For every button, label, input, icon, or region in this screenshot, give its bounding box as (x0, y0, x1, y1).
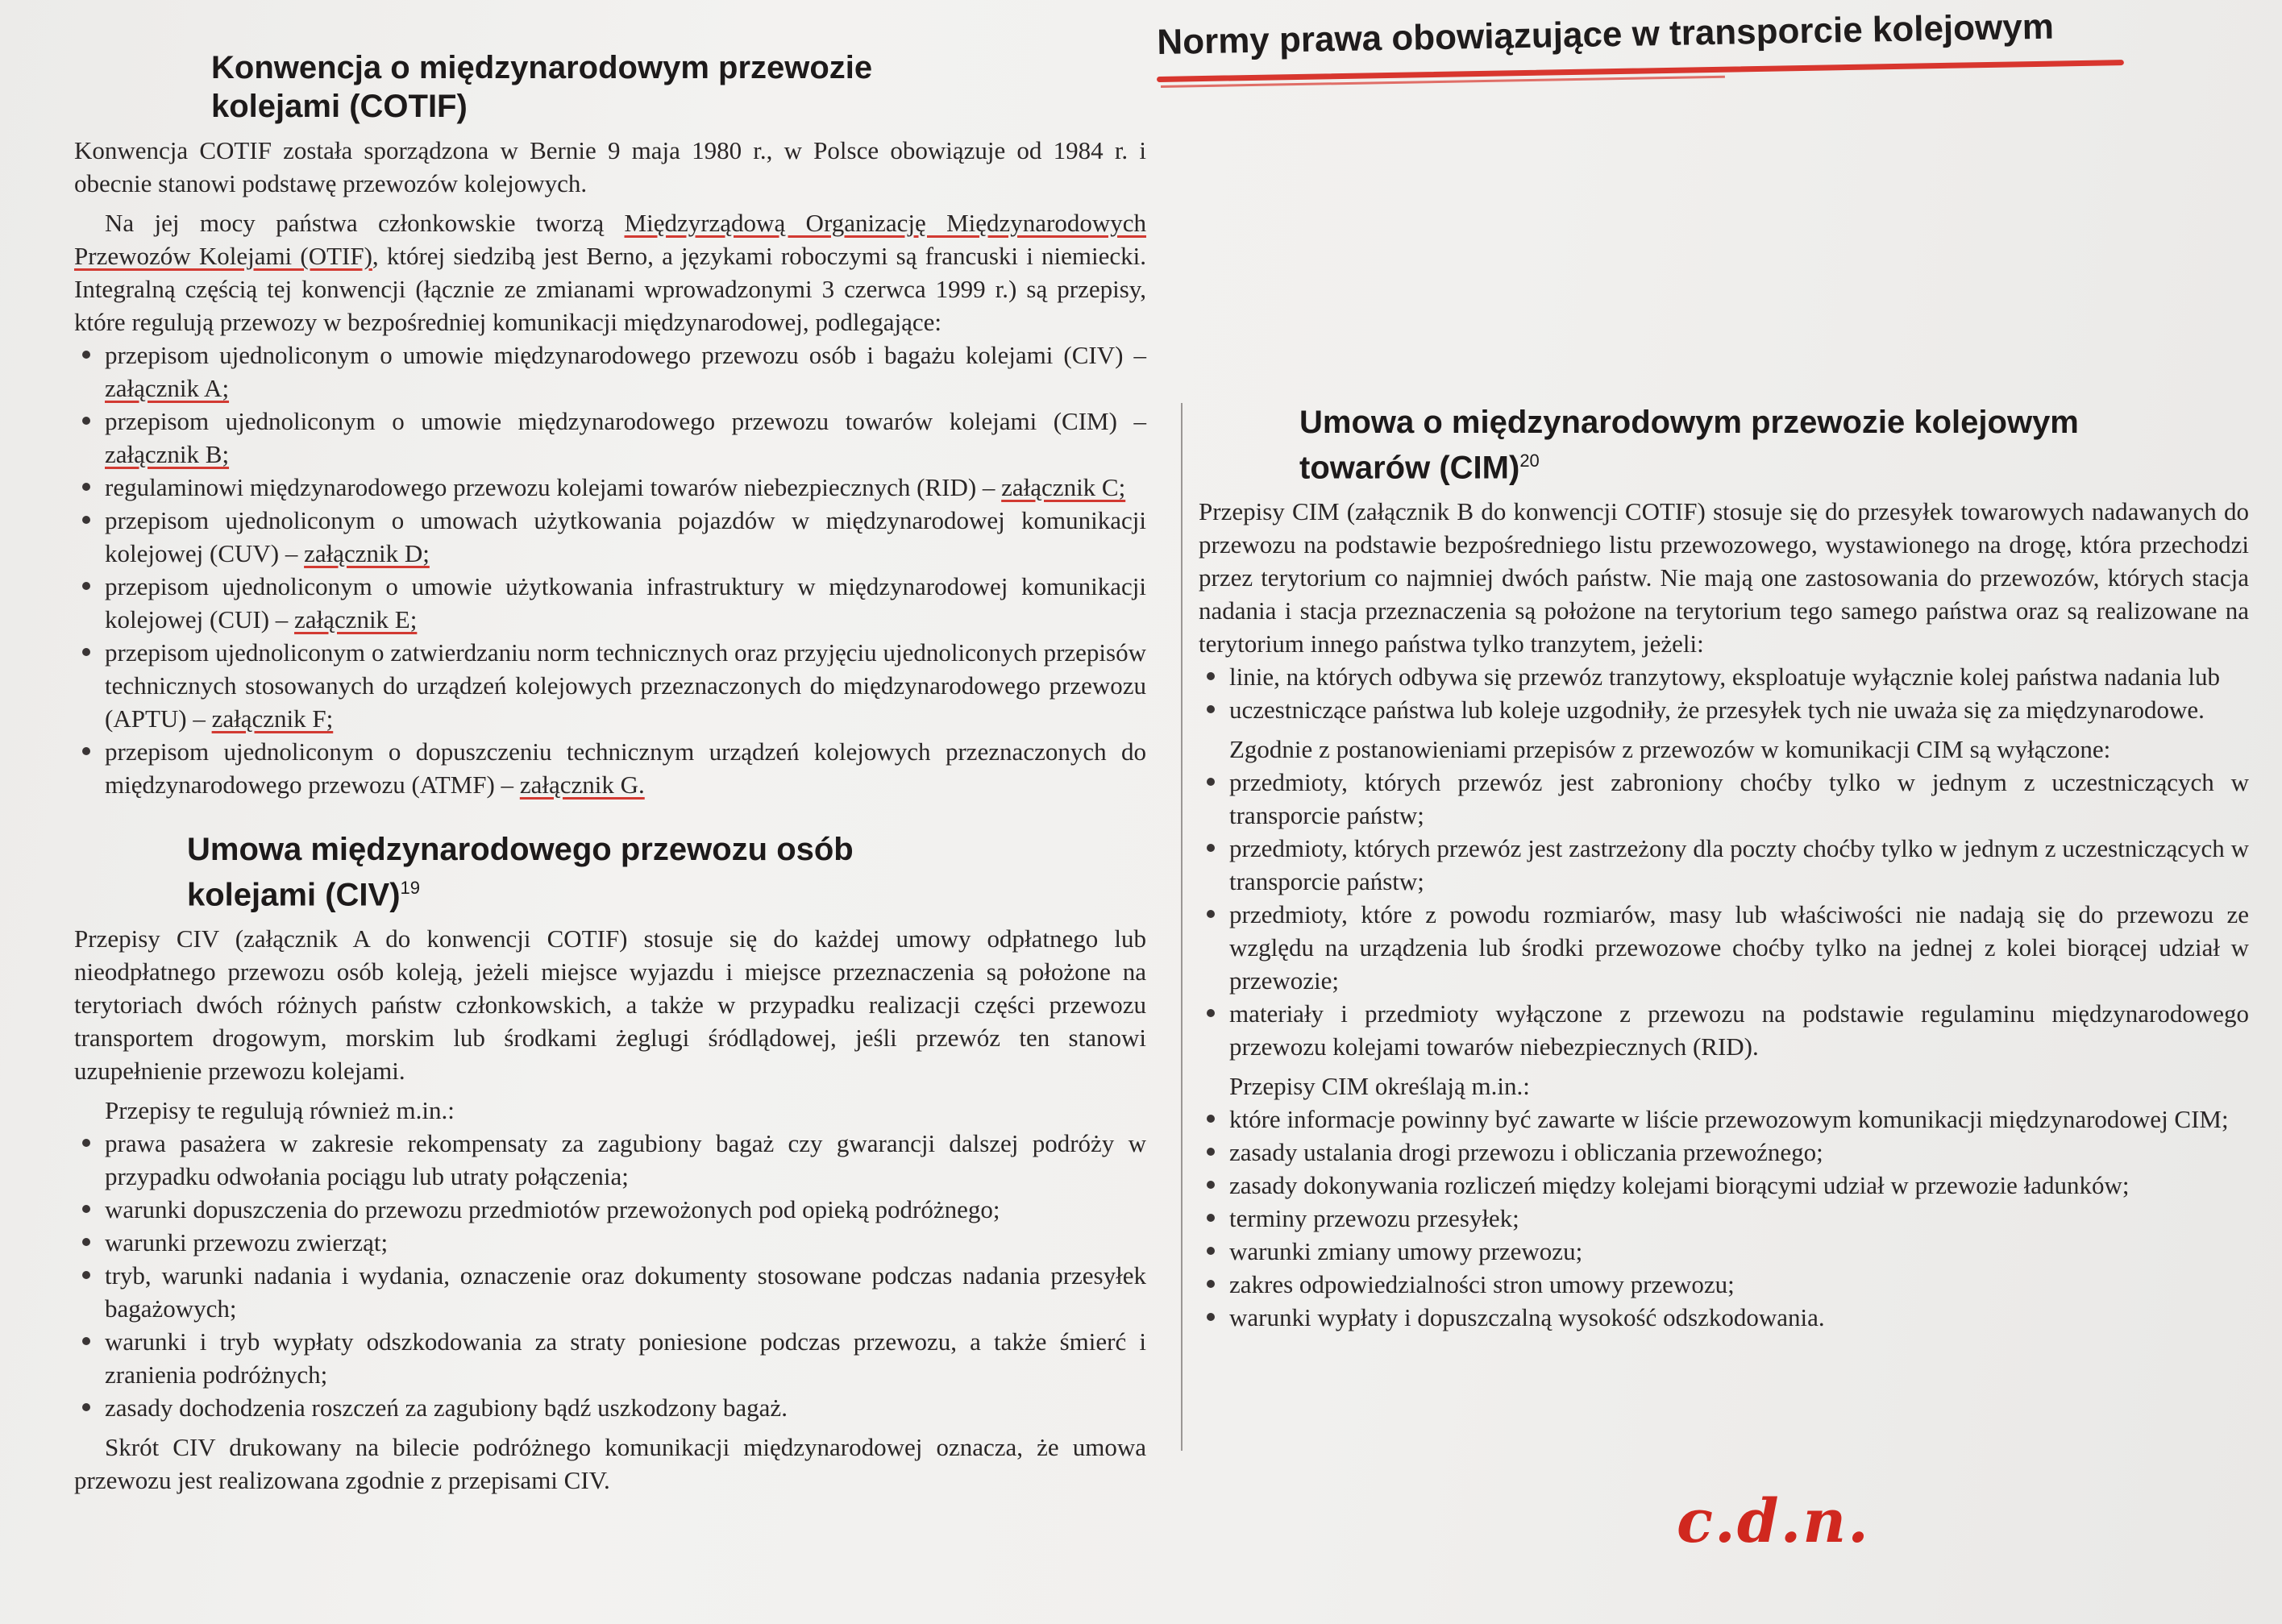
cotif-paragraph-1: Konwencja COTIF została sporządzona w Bernie 9 maja 1980 r., w Polsce obowiązuje od 1984 r. i obecnie stanowi podstawę przewozów kolejowych. (74, 136, 1146, 197)
list-item: warunki przewozu zwierząt; (74, 1226, 1146, 1259)
cim-heading: Umowa o międzynarodowym przewozie kolejowym towarów (CIM)$^{20}$ (1299, 405, 2079, 486)
list-item: przepisom ujednoliconym o umowach użytkowania pojazdów w międzynarodowej komunikacji kolejowej (CUV) – załącznik D; (74, 504, 1146, 570)
cotif-list (74, 339, 1146, 801)
civ-paragraph-2: Przepisy te regulują również m.in.: (105, 1096, 455, 1125)
cim-paragraph-1: Przepisy CIM (załącznik B do konwencji COTIF) stosuje się do przesyłek towarowych nadawanych do przewozu na podstawie bezpośredniego listu przewozowego, wystawionego na drogę, która przechodzi przez terytorium co najmniej dwóch państw. Nie mają one zastosowania do przewozów, których stacja nadania i stacja przeznaczenia są położone na terytorium tego samego państwa oraz są realizowane na terytorium innego państwa tylko tranzytem, jeżeli: (1199, 497, 2249, 658)
list-item: zasady dokonywania rozliczeń między kolejami biorącymi udział w przewozie ładunków; (1199, 1169, 2249, 1202)
footnote-20: 20 (1519, 451, 1540, 471)
right-column (1181, 403, 2249, 1451)
handwritten-continuation-note: c.d.n. (1677, 1487, 1870, 1556)
list-item: przepisom ujednoliconym o dopuszczeniu technicznym urządzeń kolejowych przeznaczonych do międzynarodowego przewozu (ATMF) – załącznik G. (74, 735, 1146, 801)
civ-heading: Umowa międzynarodowego przewozu osób kolejami (CIV)$^{19}$ (187, 832, 854, 913)
otif-underlined: Międzyrządową Organizację Międzynarodowych Przewozów Kolejami (OTIF) (74, 209, 1147, 270)
list-item: uczestniczące państwa lub koleje uzgodniły, że przesyłek tych nie uważa się za międzynarodowe. (1199, 693, 2249, 726)
cotif-paragraph-2: Na jej mocy państwa członkowskie tworzą Międzyrządową Organizację Międzynarodowych Przewozów Kolejami (OTIF), której siedzibą jest Berno, a językami roboczymi są francuski i niemiecki. Integralną częścią tej konwencji (łącznie ze zmianami wprowadzonymi 3 czerwca 1999 r.) są przepisy, które regulują przewozy w bezpośredniej komunikacji międzynarodowej, podlegające: (74, 209, 1147, 336)
list-item: przepisom ujednoliconym o umowie międzynarodowego przewozu towarów kolejami (CIM) – załącznik B; (74, 405, 1146, 471)
list-item: przepisom ujednoliconym o umowie międzynarodowego przewozu osób i bagażu kolejami (CIV) – załącznik A; (74, 339, 1146, 405)
civ-paragraph-3: Skrót CIV drukowany na bilecie podróżnego komunikacji międzynarodowej oznacza, że umowa przewozu jest realizowana zgodnie z przepisami CIV. (74, 1433, 1146, 1495)
cotif-heading: Konwencja o międzynarodowym przewozie kolejami (COTIF) (211, 50, 873, 124)
page-title: Normy prawa obowiązujące w transporcie kolejowym (1157, 6, 2055, 62)
civ-list (74, 1127, 1146, 1424)
list-item: przedmioty, których przewóz jest zastrzeżony dla poczty choćby tylko w jednym z uczestniczących w transporcie państw; (1199, 832, 2249, 898)
list-item: warunki zmiany umowy przewozu; (1199, 1235, 2249, 1268)
list-item: zakres odpowiedzialności stron umowy przewozu; (1199, 1268, 2249, 1301)
list-item: przedmioty, których przewóz jest zabroniony choćby tylko w jednym z uczestniczących w transporcie państw; (1199, 766, 2249, 832)
list-item: przepisom ujednoliconym o zatwierdzaniu norm technicznych oraz przyjęciu ujednoliconych przepisów technicznych stosowanych do urządzeń kolejowych przeznaczonych do międzynarodowego przewozu (APTU) – załącznik F; (74, 636, 1146, 735)
list-item: tryb, warunki nadania i wydania, oznaczenie oraz dokumenty stosowane podczas nadania przesyłek bagażowych; (74, 1259, 1146, 1325)
list-item: zasady dochodzenia roszczeń za zagubiony bądź uszkodzony bagaż. (74, 1391, 1146, 1424)
list-item: prawa pasażera w zakresie rekompensaty za zagubiony bagaż czy gwarancji dalszej podróży w przypadku odwołania pociągu lub utraty połączenia; (74, 1127, 1146, 1193)
list-item: linie, na których odbywa się przewóz tranzytowy, eksploatuje wyłącznie kolej państwa nadania lub (1199, 660, 2249, 693)
list-item: regulaminowi międzynarodowego przewozu kolejami towarów niebezpiecznych (RID) – załącznik C; (74, 471, 1146, 504)
list-item: warunki wypłaty i dopuszczalną wysokość odszkodowania. (1199, 1301, 2249, 1334)
cim-paragraph-2: Zgodnie z postanowieniami przepisów z przewozów w komunikacji CIM są wyłączone: (1229, 735, 2111, 764)
list-item: przepisom ujednoliconym o umowie użytkowania infrastruktury w międzynarodowej komunikacji kolejowej (CUI) – załącznik E; (74, 570, 1146, 636)
list-item: zasady ustalania drogi przewozu i obliczania przewoźnego; (1199, 1136, 2249, 1169)
list-item: terminy przewozu przesyłek; (1199, 1202, 2249, 1235)
list-item: które informacje powinny być zawarte w liście przewozowym komunikacji międzynarodowej CIM; (1199, 1103, 2249, 1136)
cim-list-3 (1199, 1103, 2249, 1334)
list-item: materiały i przedmioty wyłączone z przewozu na podstawie regulaminu międzynarodowego przewozu kolejami towarów niebezpiecznych (RID). (1199, 997, 2249, 1063)
cim-list-2 (1199, 766, 2249, 1063)
cim-paragraph-3: Przepisy CIM określają m.in.: (1229, 1072, 1530, 1101)
footnote-19: 19 (400, 878, 420, 898)
list-item: przedmioty, które z powodu rozmiarów, masy lub właściwości nie nadają się do przewozu ze względu na urządzenia lub środki przewozowe choćby tylko na jednej z kolei biorącej udział w przewozie; (1199, 898, 2249, 997)
left-column (74, 48, 1146, 1497)
list-item: warunki dopuszczenia do przewozu przedmiotów przewożonych pod opieką podróżnego; (74, 1193, 1146, 1226)
cim-list-1 (1199, 660, 2249, 726)
civ-paragraph-1: Przepisy CIV (załącznik A do konwencji COTIF) stosuje się do każdej umowy odpłatnego lub nieodpłatnego przewozu osób koleją, jeżeli miejsce wyjazdu i miejsce przeznaczenia są położone na terytoriach dwóch różnych państw członkowskich, a także w przypadku realizacji części przewozu transportem drogowym, morskim lub środkami żeglugi śródlądowej, jeśli przewóz ten stanowi uzupełnienie przewozu kolejami. (74, 924, 1146, 1086)
list-item: warunki i tryb wypłaty odszkodowania za straty poniesione podczas przewozu, a także śmierć i zranienia podróżnych; (74, 1325, 1146, 1391)
